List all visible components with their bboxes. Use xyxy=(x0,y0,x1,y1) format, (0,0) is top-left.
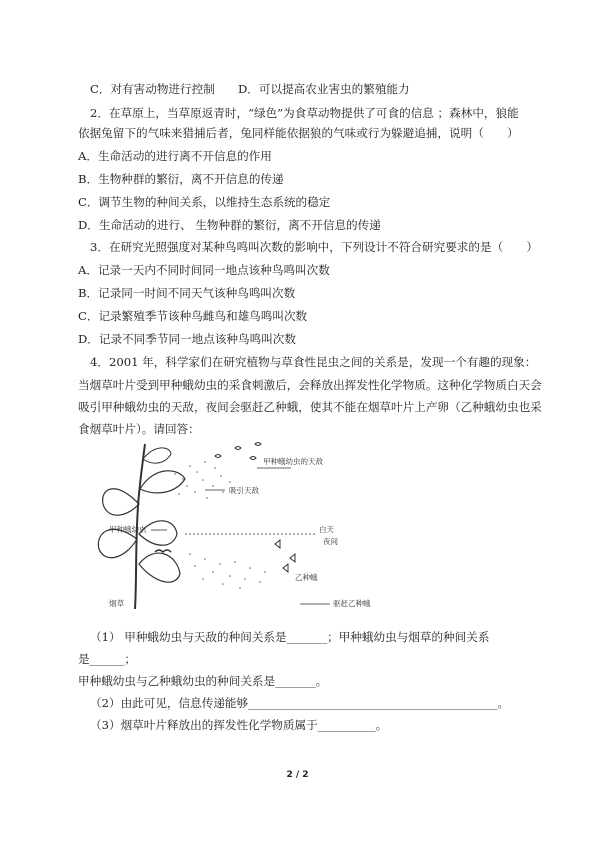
sub-question-1: （1） 甲种蛾幼虫与天敌的种间关系是_______；甲种蛾幼虫与烟草的种间关系 xyxy=(90,630,490,644)
label-larva: 甲种蛾幼虫 xyxy=(109,525,147,534)
option-b: B．生物种群的繁衍，离不开信息的传递 xyxy=(78,172,284,186)
sub-question-1-cont: 是______； xyxy=(78,652,136,666)
option-d: D．记录不同季节同一地点该种鸟鸣叫次数 xyxy=(78,332,296,346)
question-4-stem-cont: 食烟草叶片）。请回答： xyxy=(78,422,200,436)
label-night: 夜间 xyxy=(323,537,338,546)
volatile-plume-lower xyxy=(189,553,266,589)
question-2-stem: 2．在草原上，当草原返青时，“绿色”为食草动物提供了可食的信息 ；森林中，狼能 xyxy=(90,106,519,120)
question-4-stem-cont: 吸引甲种蛾幼虫的天敌，夜间会驱赶乙种蛾，使其不能在烟草叶片上产卵（乙种蛾幼虫也采 xyxy=(78,400,542,414)
page-number: 2 / 2 xyxy=(286,770,309,780)
sub-question-3: （3）烟草叶片释放出的挥发性化学物质属于__________。 xyxy=(90,718,388,732)
tobacco-moth-figure xyxy=(95,434,385,614)
question-4-stem: 4．2001 年，科学家们在研究植物与草食性昆虫之间的关系是，发现一个有趣的现象： xyxy=(90,355,537,369)
question-3-stem: 3．在研究光照强度对某种鸟鸣叫次数的影响中，下列设计不符合研究要求的是（ ） xyxy=(90,240,538,254)
sub-question-1-cont: 甲种蛾幼虫与乙种蛾幼虫的种间关系是_______。 xyxy=(78,674,328,688)
option-a: A．记录一天内不同时间同一地点该种鸟鸣叫次数 xyxy=(78,263,330,277)
question-2-stem-cont: 依据兔留下的气味来猎捕后者，兔同样能依据狼的气味或行为躲避追捕，说明（ ） xyxy=(78,126,519,140)
leaf xyxy=(139,553,180,582)
label-attract: 吸引天敌 xyxy=(229,486,259,495)
leaf xyxy=(143,448,171,463)
label-plant: 烟草 xyxy=(109,599,124,608)
option-line: C．对有害动物进行控制 D．可以提高农业害虫的繁殖能力 xyxy=(90,82,410,96)
option-c: C．记录繁殖季节该种鸟雌鸟和雄鸟鸣叫次数 xyxy=(78,309,308,323)
leaf xyxy=(103,489,139,515)
larva xyxy=(155,550,171,552)
volatile-plume-upper xyxy=(174,461,231,499)
option-a: A．生命活动的进行离不开信息的作用 xyxy=(78,149,272,163)
option-c: C．调节生物的种间关系，以维持生态系统的稳定 xyxy=(78,195,331,209)
label-repel: 驱赶乙种蛾 xyxy=(333,599,371,608)
moth-icon xyxy=(275,540,295,572)
insect-icon xyxy=(215,443,261,460)
question-4-stem-cont: 当烟草叶片受到甲种蛾幼虫的采食刺激后，会释放出挥发性化学物质。这种化学物质白天会 xyxy=(78,378,542,392)
option-d: D．生命活动的进行、 生物种群的繁衍，离不开信息的传递 xyxy=(78,218,381,232)
leaf xyxy=(140,471,185,493)
label-daytime: 白天 xyxy=(319,525,334,534)
sub-question-2: （2）由此可见，信息传递能够___________________________________________。 xyxy=(90,696,509,710)
label-moth-b: 乙种蛾 xyxy=(295,573,318,582)
option-b: B．记录同一时间不同天气该种鸟鸣叫次数 xyxy=(78,286,296,300)
label-enemy: 甲种蛾幼虫的天敌 xyxy=(263,457,323,466)
